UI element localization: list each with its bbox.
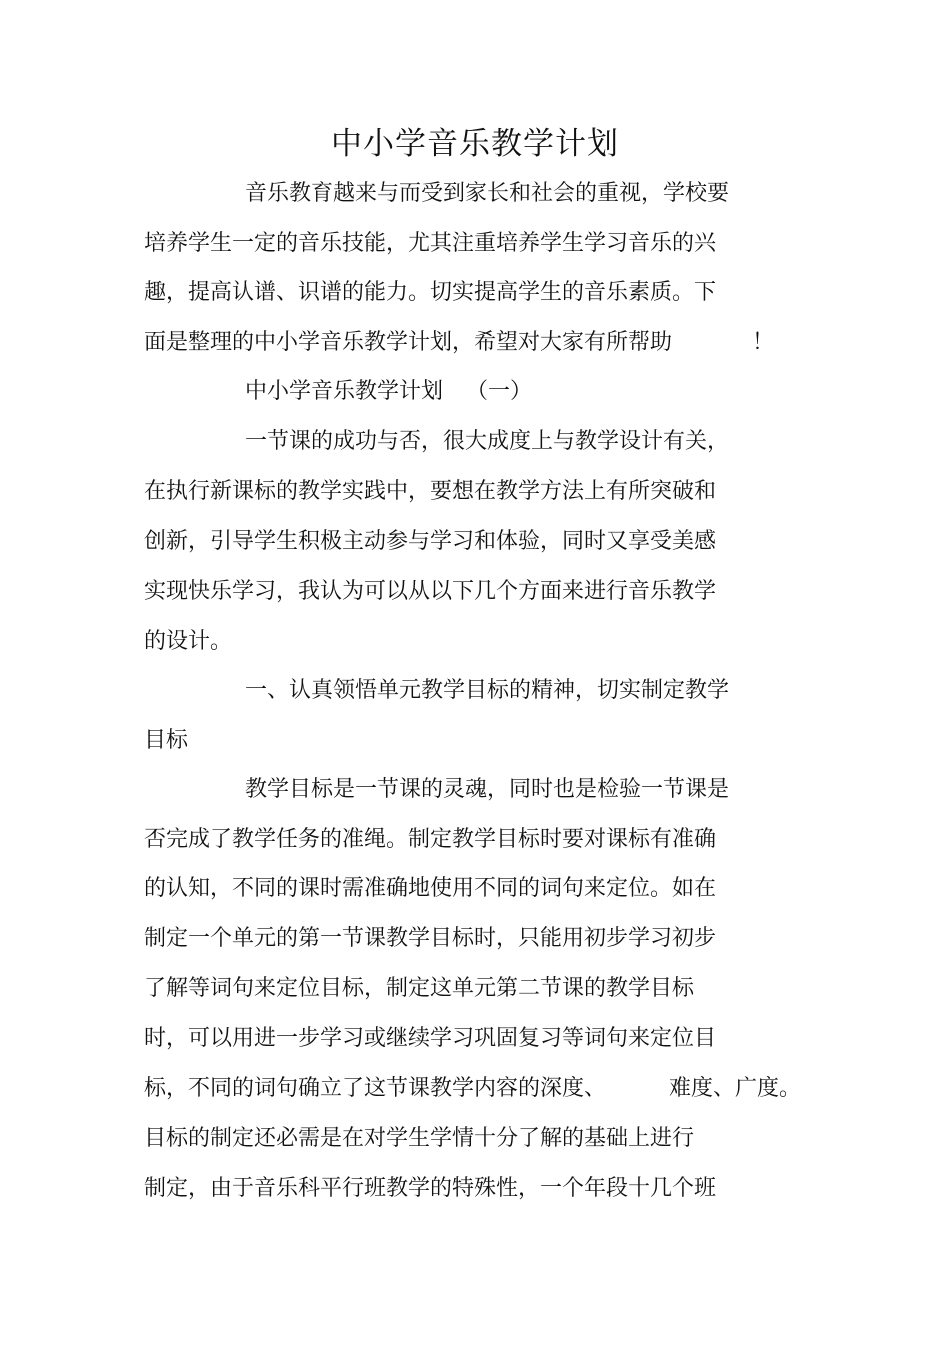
paragraph-line: 制定，由于音乐科平行班教学的特殊性，一个年段十几个班	[144, 1176, 717, 1201]
section-heading: 中小学音乐教学计划	[245, 379, 444, 404]
paragraph-line: 一节课的成功与否，很大成度上与教学设计有关，	[245, 429, 730, 454]
paragraph-line: 标，不同的词句确立了这节课教学内容的深度、	[144, 1076, 607, 1101]
paragraph-line: 教学目标是一节课的灵魂，同时也是检验一节课是	[245, 777, 730, 802]
paragraph-line: 目标的制定还必需是在对学生学情十分了解的基础上进行	[144, 1126, 695, 1151]
paragraph-line: 否完成了教学任务的准绳。制定教学目标时要对课标有准确	[144, 827, 717, 852]
subheading-line: 目标	[144, 728, 189, 753]
paragraph-line: ！	[752, 330, 775, 355]
paragraph-line: 培养学生一定的音乐技能，尤其注重培养学生学习音乐的兴	[144, 231, 717, 256]
paragraph-line: 的设计。	[144, 629, 233, 654]
paragraph-line: 实现快乐学习，我认为可以从以下几个方面来进行音乐教学	[144, 579, 717, 604]
paragraph-line: 创新，引导学生积极主动参与学习和体验，同时又享受美感	[144, 529, 717, 554]
paragraph-line: 时，可以用进一步学习或继续学习巩固复习等词句来定位目	[144, 1026, 717, 1051]
paragraph-line: 难度、广度。	[669, 1076, 802, 1101]
paragraph-line: 了解等词句来定位目标，制定这单元第二节课的教学目标	[144, 976, 695, 1001]
document-title: 中小学音乐教学计划	[331, 126, 619, 162]
paragraph-line: 趣，提高认谱、识谱的能力。切实提高学生的音乐素质。下	[144, 280, 717, 305]
paragraph-line: 的认知，不同的课时需准确地使用不同的词句来定位。如在	[144, 876, 717, 901]
section-heading-number: （一）	[466, 379, 533, 404]
paragraph-line: 制定一个单元的第一节课教学目标时，只能用初步学习初步	[144, 926, 717, 951]
paragraph-line: 面是整理的中小学音乐教学计划，希望对大家有所帮助	[144, 330, 673, 355]
paragraph-line: 音乐教育越来与而受到家长和社会的重视，学校要	[245, 181, 730, 206]
subheading-line: 一、认真领悟单元教学目标的精神，切实制定教学	[245, 678, 730, 703]
paragraph-line: 在执行新课标的教学实践中，要想在教学方法上有所突破和	[144, 479, 717, 504]
